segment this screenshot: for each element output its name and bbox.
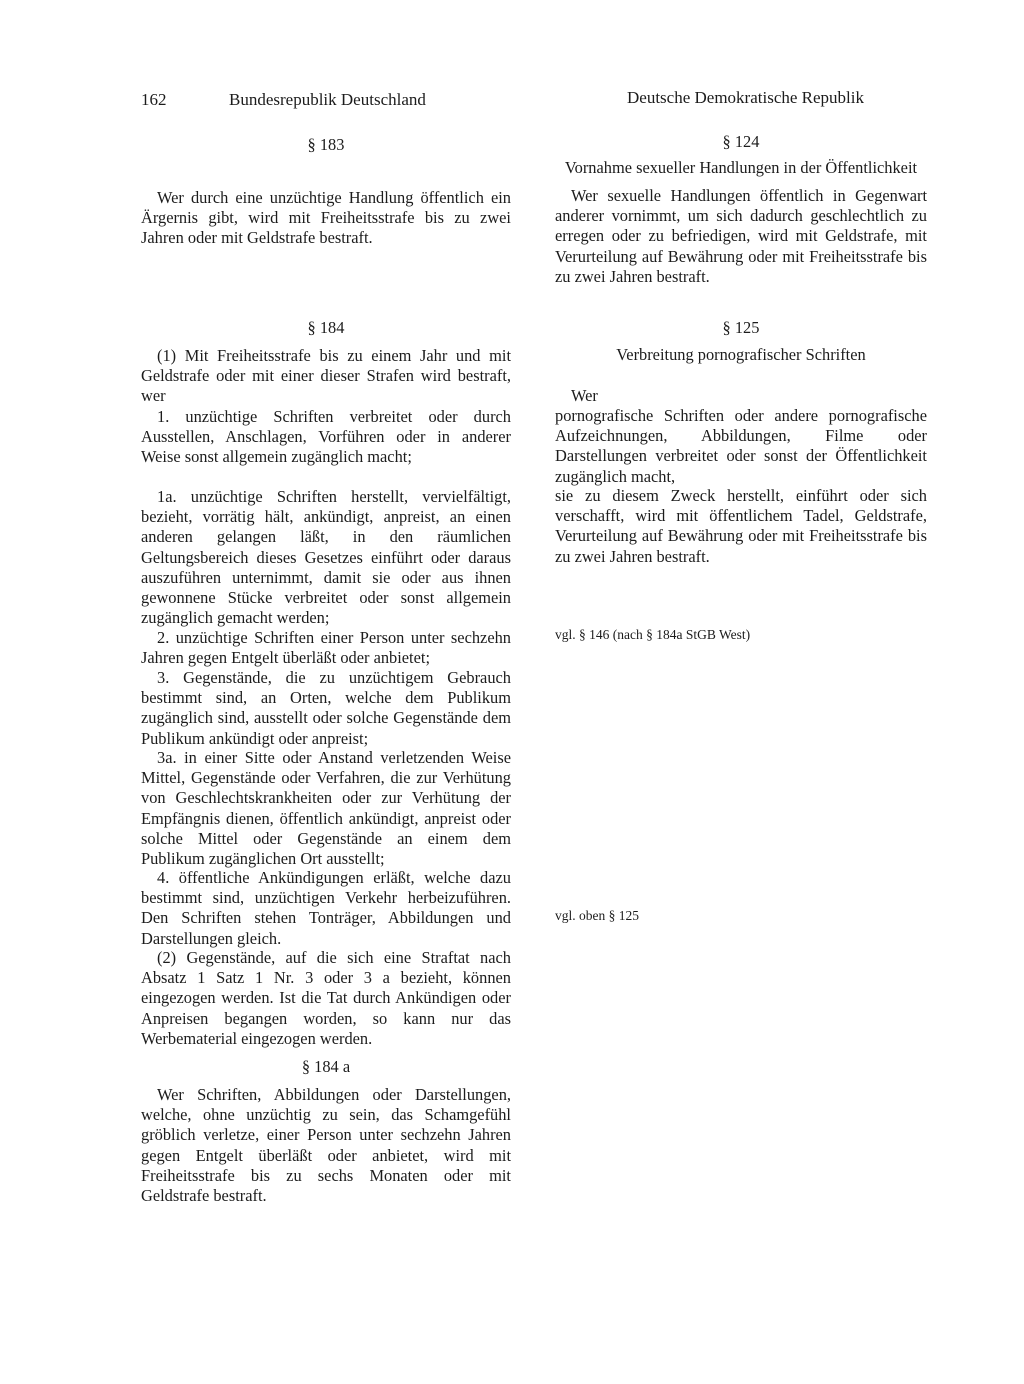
- section-124-heading-box: [555, 132, 927, 152]
- section-184-heading-box: [141, 318, 511, 338]
- section-184-item-2: 2. unzüchtige Schriften einer Person unter sechzehn Jahren gegen Entgelt überläßt oder anbietet;: [141, 628, 511, 668]
- section-184-para-2: (2) Gegenstände, auf die sich eine Straftat nach Absatz 1 Satz 1 Nr. 3 oder 3 a bezieht, können eingezogen werden. Ist die Tat durch Ankündigen oder Anpreisen begangen worden, so kann nur das Werbematerial eingezogen werden.: [141, 948, 511, 1048]
- section-183: [141, 135, 511, 155]
- note-vgl-146: vgl. § 146 (nach § 184a StGB West): [555, 627, 751, 642]
- section-125-title-box: [555, 345, 927, 365]
- page-number: 162: [141, 90, 167, 109]
- note-vgl-125: vgl. oben § 125: [555, 908, 639, 923]
- section-184-item-3a: 3a. in einer Sitte oder Anstand verletzenden Weise Mittel, Gegenstände oder Verfahren, die zur Verhütung von Geschlechtskrankheiten oder zur Verhütung der Empfängnis dienen, öffentlich ankündigt, anpreist oder solche Mittel oder Gegenstände an einem dem Publikum zugänglichen Ort ausstellt;: [141, 748, 511, 869]
- section-184-item-1a: 1a. unzüchtige Schriften herstellt, vervielfältigt, bezieht, vorrätig hält, ankündigt, anpreist, an einen anderen gelangen läßt, in den räumlichen Geltungsbereich dieses Gesetzes einführt oder daraus auszuführen unternimmt, damit sie oder aus ihnen gewonnene Stücke verbreitet oder sonst allgemein zugänglich gemacht werden;: [141, 487, 511, 628]
- section-125-title: Verbreitung pornografischer Schriften: [616, 345, 866, 364]
- section-124-heading: § 124: [722, 132, 760, 151]
- section-184-heading: § 184: [307, 318, 345, 337]
- section-184a-heading: § 184 a: [301, 1057, 351, 1076]
- section-124-text: Wer sexuelle Handlungen öffentlich in Gegenwart anderer vornimmt, um sich dadurch geschlechtlich zu erregen oder zu befriedigen, wird mit Geldstrafe, mit Verurteilung auf Bewährung oder mit Freiheitsstrafe bis zu zwei Jahren bestraft.: [555, 186, 927, 286]
- section-125-text-1: pornografische Schriften oder andere pornografische Aufzeichnungen, Abbildungen, Filme oder Darstellungen verbreitet oder sonst der Öffentlichkeit zugänglich macht,: [555, 406, 927, 486]
- section-184-item-4: 4. öffentliche Ankündigungen erläßt, welche dazu bestimmt sind, unzüchtigen Verkehr herbeizuführen. Den Schriften stehen Tonträger, Abbildungen und Darstellungen gleich.: [141, 868, 511, 948]
- section-183-text: Wer durch eine unzüchtige Handlung öffentlich ein Ärgernis gibt, wird mit Freiheitsstrafe bis zu zwei Jahren oder mit Geldstrafe bestraft.: [141, 188, 511, 248]
- running-head-right: Deutsche Demokratische Republik: [627, 88, 864, 107]
- section-125-heading: § 125: [722, 318, 760, 337]
- section-124-title: Vornahme sexueller Handlungen in der Öffentlichkeit: [564, 158, 918, 177]
- section-125-heading-box: [555, 318, 927, 338]
- section-184a-heading-box: [141, 1057, 511, 1077]
- running-head-left: Bundesrepublik Deutschland: [229, 90, 426, 109]
- section-125-text-2: sie zu diesem Zweck herstellt, einführt oder sich verschafft, wird mit öffentlichem Tadel, Geldstrafe, Verurteilung auf Bewährung oder mit Freiheitsstrafe bis zu zwei Jahren bestraft.: [555, 486, 927, 566]
- section-184a-text: Wer Schriften, Abbildungen oder Darstellungen, welche, ohne unzüchtig zu sein, das Schamgefühl gröblich verletze, einer Person unter sechzehn Jahren gegen Entgelt überläßt oder anbietet, wird mit Freiheitsstrafe bis zu sechs Monaten oder mit Geldstrafe bestraft.: [141, 1085, 511, 1206]
- section-183-heading: § 183: [307, 135, 345, 154]
- section-125-wer: Wer: [571, 386, 598, 405]
- section-184-item-1: 1. unzüchtige Schriften verbreitet oder durch Ausstellen, Anschlagen, Vorführen oder in anderer Weise sonst allgemein zugänglich macht;: [141, 407, 511, 467]
- section-124-title-box: [555, 158, 927, 178]
- section-184-item-3: 3. Gegenstände, die zu unzüchtigem Gebrauch bestimmt sind, an Orten, welche dem Publikum zugänglich sind, ausstellt oder solche Gegenstände dem Publikum ankündigt oder anpreist;: [141, 668, 511, 748]
- section-184-intro: (1) Mit Freiheitsstrafe bis zu einem Jahr und mit Geldstrafe oder mit einer dieser Strafen wird bestraft, wer: [141, 346, 511, 406]
